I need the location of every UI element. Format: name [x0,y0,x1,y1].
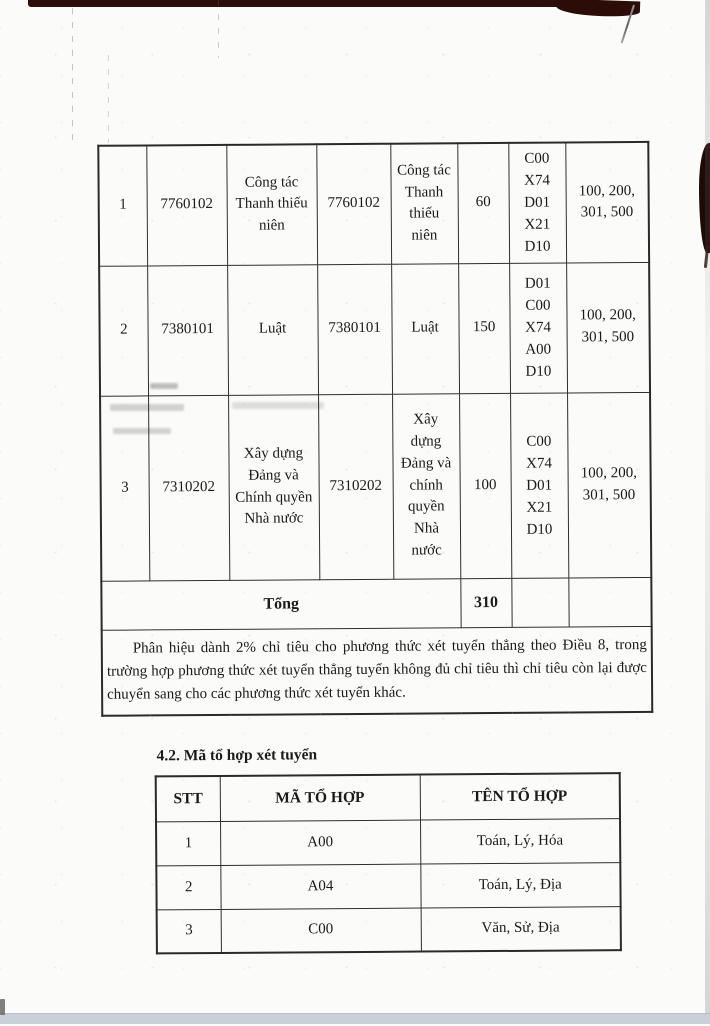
methods-cell: 100, 200, 301, 500 [567,392,651,578]
stt-cell: 2 [156,865,220,909]
header-stt: STT [156,776,220,821]
combo-code: D10 [526,521,553,538]
program-code-cell: 7380101 [317,264,392,395]
combo-code-cell: A00 [220,820,420,865]
program-code-cell: 7760102 [316,144,391,265]
note-cell [102,626,653,716]
methods-cell: 100, 200, 301, 500 [565,142,649,263]
quota-cell: 100 [459,393,511,578]
combos-cell [510,393,568,578]
stt-cell: 1 [98,145,147,265]
stt-cell: 2 [99,265,148,395]
combo-code: X21 [526,499,553,516]
combo-name-cell: Văn, Sử, Địa [421,906,621,951]
stt-cell: 3 [100,395,149,580]
major-code-cell: 7760102 [146,145,227,266]
section-heading-4-2: 4.2. Mã tổ hợp xét tuyển [156,746,318,765]
quota-cell: 60 [457,143,509,263]
major-name-cell: Xây dựng Đảng và Chính quyền Nhà nước [228,394,319,580]
quota-table [97,141,653,717]
note-paragraph: Phân hiệu dành 2% chỉ tiêu cho phương thức xét tuyển thẳng theo Điều 8, trong trường hợp phương thức xét tuyển thẳng tuyển không đủ chỉ tiêu thì chỉ tiêu còn lại được chuyển sang cho các phương thức xét tuyển khác. [106,636,648,704]
major-name-cell: Công tác Thanh thiếu niên [226,144,317,265]
quota-total-row [101,577,651,630]
combo-code: D01 [524,194,551,212]
combo-code: X74 [526,455,552,472]
empty-cell [568,577,651,627]
combo-name-cell: Toán, Lý, Hóa [420,818,620,863]
quota-cell: 150 [458,263,510,393]
combo-code: C00 [524,150,550,168]
combo-code: A00 [525,341,552,358]
combo-code: C00 [525,297,551,314]
quota-row [98,142,649,266]
combo-code: X74 [524,172,551,190]
quota-row [100,392,651,581]
combo-code: D01 [524,275,551,292]
combo-code-cell: A04 [220,864,420,909]
combo-table-row [156,818,620,865]
combo-code: C00 [526,433,552,450]
major-code-cell: 7310202 [148,395,229,581]
combos-cell [508,143,566,263]
combo-code-cell: C00 [221,908,421,953]
combos-cell [509,263,567,393]
header-combo-code: MÃ TỔ HỢP [220,775,420,821]
major-name-cell: Luật [227,264,318,395]
program-name-cell: Công tác Thanh thiếu niên [390,143,458,263]
combo-code: X74 [525,319,552,336]
combo-code: D10 [525,363,552,380]
quota-note-row [102,626,653,716]
stt-cell: 3 [157,909,221,953]
combo-name-cell: Toán, Lý, Địa [420,862,620,907]
program-code-cell: 7310202 [318,394,393,580]
combo-table-row [157,906,621,953]
empty-cell [511,578,568,627]
combo-code: X21 [524,216,551,234]
combo-code: D10 [524,238,551,256]
combo-table [155,772,622,954]
program-name-cell: Xây dựng Đảng và chính quyền Nhà nước [392,393,460,578]
program-name-cell: Luật [391,263,459,393]
combo-table-header-row [156,773,620,821]
methods-cell: 100, 200, 301, 500 [566,262,650,393]
total-label-cell: Tổng [101,578,460,630]
total-quota-cell: 310 [460,578,511,627]
combo-table-row [156,862,620,909]
quota-row [99,262,650,396]
combo-code: D01 [526,477,553,494]
header-combo-name: TÊN TỔ HỢP [420,773,620,819]
stt-cell: 1 [156,821,220,865]
major-code-cell: 7380101 [147,265,228,396]
